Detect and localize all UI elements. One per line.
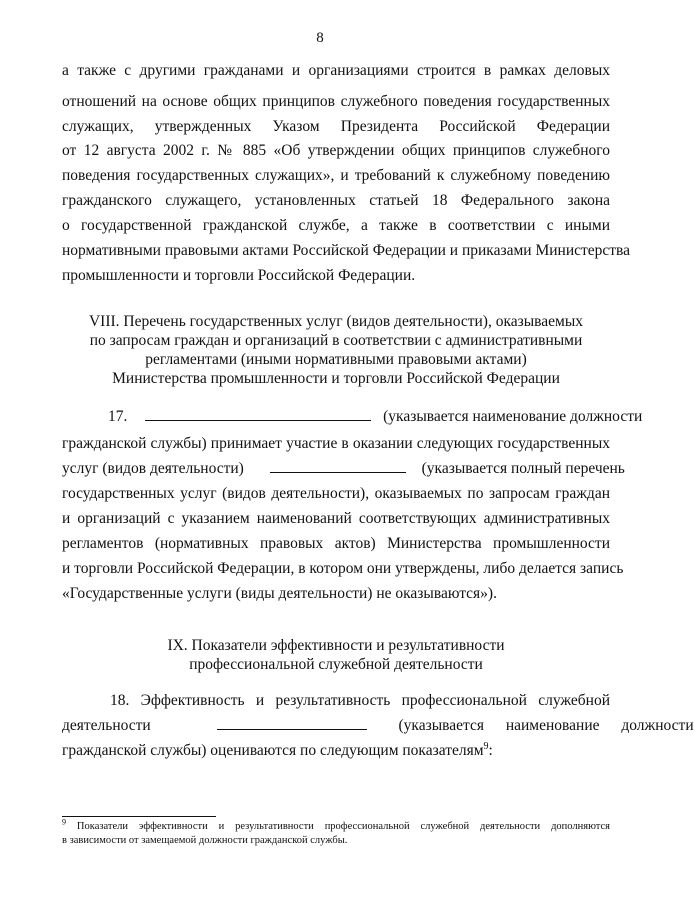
text-line: и организаций с указанием наименований соответствующих административных [62, 510, 610, 527]
text-line: о государственной гражданской службе, а также в соответствии с иными [62, 217, 610, 234]
text-line: промышленности и торговли Российской Федерации. [62, 267, 416, 284]
clause-text: деятельности [62, 717, 151, 734]
footnote-line: в зависимости от замещаемой должности гражданской службы. [62, 835, 348, 846]
text-line: от 12 августа 2002 г. № 885 «Об утверждении общих принципов служебного [62, 142, 610, 159]
footnote-text: Показатели эффективности и результативности профессиональной служебной деятельности дополняются [76, 821, 610, 832]
text-line [62, 741, 610, 761]
text-line [62, 407, 643, 427]
text-line: государственных услуг (видов деятельности), оказываемых по запросам граждан [62, 485, 610, 502]
footnote-ref: 9 [483, 740, 489, 752]
text-line: нормативными правовыми актами Российской Федерации и приказами Министерства [62, 242, 631, 259]
footnote-line [62, 817, 610, 834]
text-line: поведения государственных служащих», и требований к служебному поведению [62, 167, 610, 184]
clause-text: (указывается наименование должности [383, 408, 643, 425]
clause-text: (указывается полный перечень [421, 460, 625, 477]
clause-number: 17. [108, 408, 128, 425]
clause-text: : [488, 742, 493, 759]
heading-line: профессиональной служебной деятельности [189, 656, 483, 673]
clause-text: (указывается наименование должности [398, 717, 694, 734]
heading-line: VIII. Перечень государственных услуг (видов деятельности), оказываемых [88, 313, 584, 330]
clause-text: гражданской службы) оцениваются по следующим показателям [62, 742, 484, 759]
text-line: гражданского служащего, установленных статьей 18 Федерального закона [62, 192, 610, 209]
heading-line: регламентами (иными нормативными правовыми актами) [145, 351, 527, 368]
services-blank [270, 459, 406, 473]
clause-text: услуг (видов деятельности) [62, 460, 244, 477]
text-line: отношений на основе общих принципов служебного поведения государственных [62, 93, 610, 110]
text-line [62, 459, 625, 479]
text-line: и торговли Российской Федерации, в котором они утверждены, либо делается запись [62, 560, 624, 577]
text-line: служащих, утвержденных Указом Президента Российской Федерации [62, 118, 610, 135]
text-line: «Государственные услуги (виды деятельности) не оказываются»). [62, 585, 497, 602]
position-blank [217, 716, 367, 730]
heading-line: Министерства промышленности и торговли Российской Федерации [112, 370, 560, 387]
text-line [62, 716, 694, 736]
footnote-separator [62, 816, 216, 817]
heading-line: IX. Показатели эффективности и результативности [167, 637, 505, 654]
position-blank [145, 407, 371, 421]
text-line: 18. Эффективность и результативность профессиональной служебной [110, 692, 610, 709]
page-number: 8 [316, 30, 324, 46]
text-line: гражданской службы) принимает участие в оказании следующих государственных [62, 435, 610, 452]
heading-line: по запросам граждан и организаций в соответствии с административными [89, 332, 583, 349]
text-line: регламентов (нормативных правовых актов) Министерства промышленности [62, 535, 610, 552]
text-line: а также с другими гражданами и организациями строится в рамках деловых [62, 62, 610, 79]
footnote-marker: 9 [62, 817, 66, 827]
